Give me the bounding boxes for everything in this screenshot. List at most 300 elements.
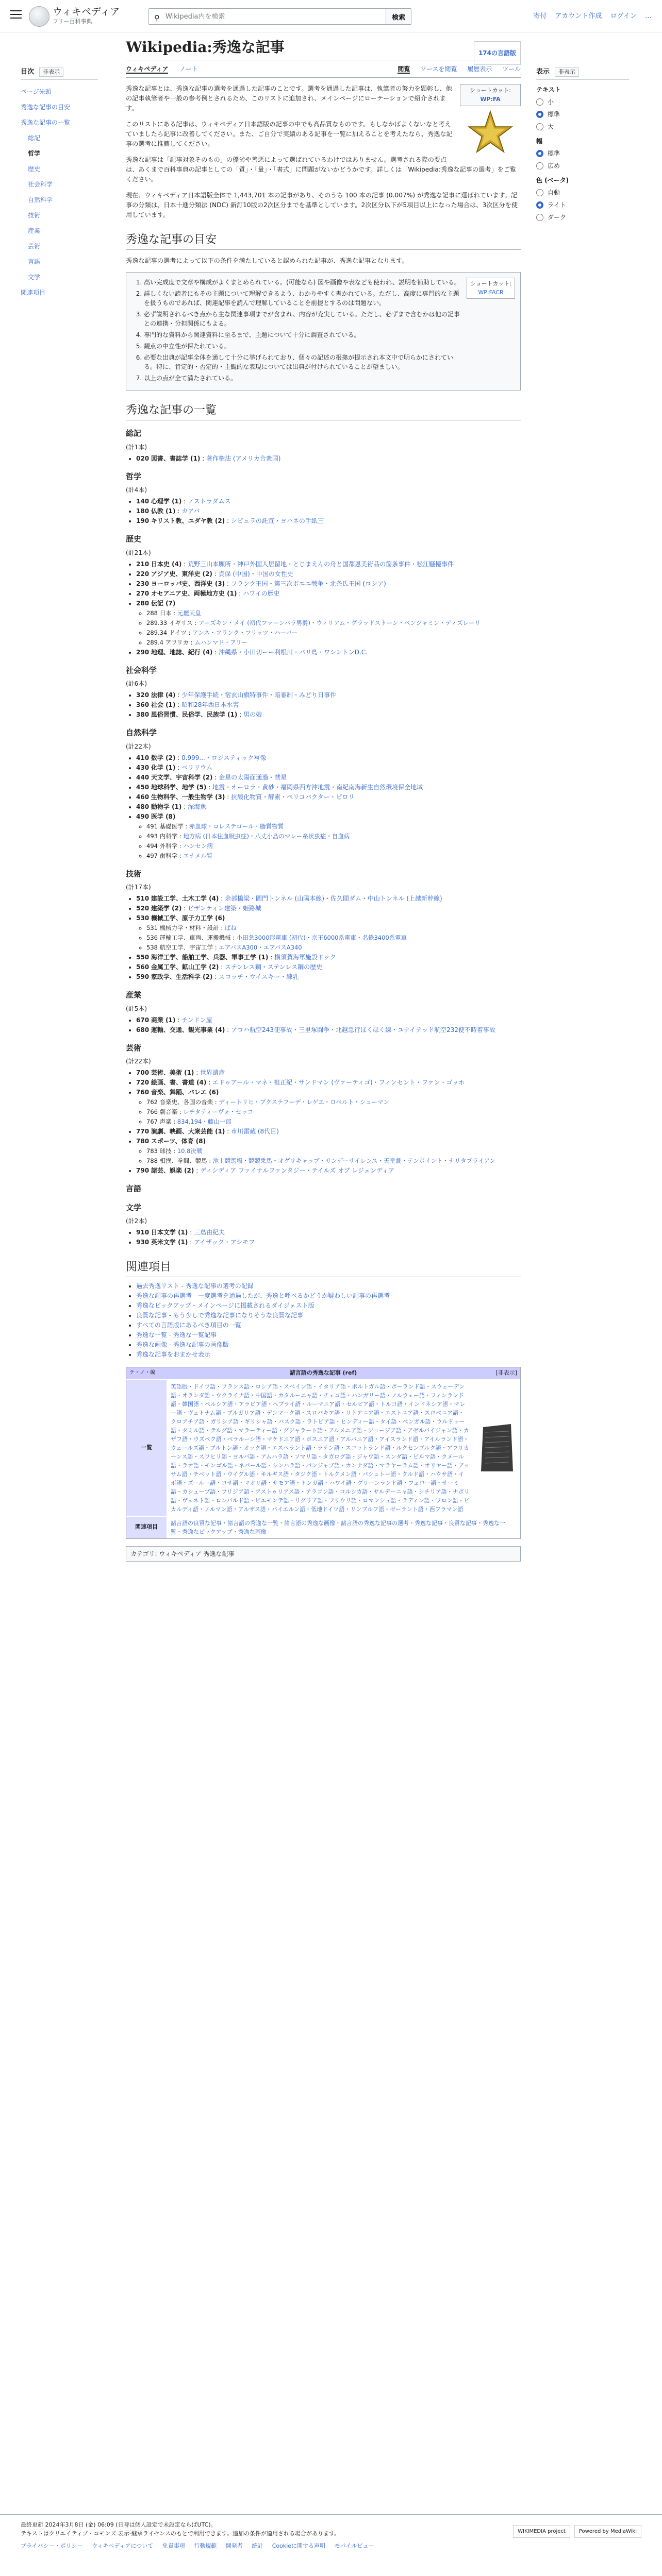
toc-item[interactable]: 言語 [28,258,41,265]
ndc-code: 930 [136,1239,150,1246]
category-heading: 総記 [126,429,142,438]
sub-list-item: ◦ 783 球技 : 10.8決戦 [146,1146,521,1156]
article-links[interactable]: 元麗天皇 [177,609,201,617]
more-icon[interactable]: … [645,12,652,20]
page-footer [0,2514,662,2557]
article-links[interactable]: ムハンマド・アリー [194,638,248,646]
list-item: • 480 動物学 (1) : 深海魚 [136,802,521,812]
ndc-category: 劇音楽 [159,1108,178,1115]
last-modified: 最終更新 2024年3月8日 (金) 06:09 (日時は個人設定で未設定ならばUTC)。 [21,2521,217,2528]
appearance-panel [536,67,629,225]
navbox-toggle[interactable]: [非表示] [495,1369,517,1376]
list-item [136,812,521,861]
article-links[interactable]: 小田急3000形電車 (初代)・京王6000系電車・名鉄3400系電車 [236,934,407,941]
criteria-item: 7. 以上の点が全て満たされている。 [144,374,461,383]
article-links[interactable]: ステンレス鋼・ステンレス鋼の歴史 [225,963,323,971]
ndc-code: 788 [146,1157,158,1164]
ndc-code: 190 [136,517,150,524]
toc-hide-button[interactable]: 非表示 [39,67,63,77]
tab-view-source[interactable]: ソースを閲覧 [420,65,457,73]
category-count: (計2本) [126,1217,147,1225]
article-links[interactable]: 金星の太陽面通過・彗星 [219,773,287,781]
ndc-category: 海洋工学、船舶工学、兵器、軍事工学 (1) [151,954,269,961]
criteria-item: 2. 詳しくない読者にもその主題について理解できるよう、わかりやすく書かれている。ただし、高度に専門的な主題を扱うものであれば、関連記事を読んで理解していることを前提とするのは問題ない。 [144,289,461,308]
toc-item[interactable]: 社会科学 [28,180,53,188]
tools-menu[interactable]: ツール [502,65,521,73]
article-links[interactable]: 横須賀海軍施設ドック [274,954,336,961]
ndc-category: 伝記 (7) [151,599,176,607]
category-heading: 哲学 [126,471,142,481]
ndc-code: 290 [136,648,150,656]
criteria-item: 3. 必ず説明されるべき点から主な関連事項までが含まれ、内容が充実している。ただし、必ずまで含むかは他の記事との連携・分担関係にもよる。 [144,310,461,328]
search-icon: ⚲ [154,13,160,23]
navbox-row [126,1379,520,1516]
article-links[interactable]: 荒野三山本願所・神戸外国人居留地・とじまえんの舟と国都恩美術品の箇条事件・松江騒擾事件 [188,560,454,568]
ndc-category: 相撲、拳闘、競馬 [159,1157,207,1164]
ndc-code: 020 [136,454,150,462]
ndc-code: 531 [146,924,158,931]
article-links[interactable]: チンドン屋 [181,1016,212,1024]
article-links[interactable]: 男の娘 [243,711,262,718]
list-item: • 220 アジア史、東洋史 (2) : 貞保 (中国)・中国の女性史 [136,569,521,579]
width-option[interactable]: 広め [536,161,629,171]
ndc-category: 社会 (1) [151,701,176,708]
sub-list [136,822,521,861]
related-link[interactable]: 良質な記事 - もう少しで秀逸な記事になりそうな良質な記事 [136,1312,303,1319]
related-item[interactable] [136,1291,521,1301]
ndc-category: 建設工学、土木工学 (4) [151,895,219,902]
category-list [126,894,521,982]
related-item[interactable] [136,1301,521,1311]
navbox [126,1367,521,1539]
article-links[interactable]: スコッチ・ウイスキー・練乳 [219,973,299,980]
wordmark[interactable] [53,6,120,26]
article-links[interactable]: フランク王国・第三次ポエニ戦争・北条氏王国 (ロシア) [230,580,386,587]
category-heading: 言語 [126,1184,142,1193]
toc-header [21,67,98,80]
sub-list-item: ◦ 493 内科学 : 地方病 (日本住血吸虫症)・八丈小島のマレー糸状虫症・自血病 [146,832,521,841]
ndc-code: 510 [136,895,150,902]
related-link[interactable]: 秀逸なピックアップ - メインページに掲載されるダイジェスト版 [136,1302,315,1309]
list-item: • 770 演劇、映画、大衆芸能 (1) : 市川雷蔵 (8代目) [136,1127,521,1137]
mediawiki-badge[interactable]: Powered by MediaWiki [574,2525,641,2538]
tab-read[interactable]: 閲覧 [398,65,410,73]
ndc-category: 外科学 [159,842,178,850]
toc-item[interactable]: 秀逸な記事の一覧 [21,118,71,126]
color-option[interactable]: ライト [536,200,629,210]
related-item[interactable] [136,1350,521,1360]
footer-link[interactable]: 統計 [252,2543,263,2549]
criteria-item: 6. 必要な出典が記事全体を通して十分に挙げられており、個々の記述の根拠が提示され本文中で明らかにされている。特に、肯定的・否定的・主観的な表現については出典が付けられていることが望ましい。 [144,353,461,371]
related-item[interactable] [136,1320,521,1330]
ndc-category: 基礎医学 [159,822,184,830]
list-item: • 460 生物科学、一般生物学 (3) : 抗酸化物質・酵素・ペリコバクター・ピロリ [136,792,521,802]
article-links[interactable]: ノストラダムス [188,498,231,505]
criteria-shortcut-label: ショートカット: [470,280,511,287]
ndc-category: 航空工学、宇宙工学 [159,944,213,951]
footer-link[interactable]: 開発者 [225,2543,243,2549]
list-item [136,1088,521,1127]
navbox-group-links[interactable]: 諸言語の良質な記事・諸言語の秀逸な一覧・諸言語の秀逸な画像・諸言語の秀逸な記事の選考・秀逸な記事・良質な記事・秀逸な一覧・秀逸なピックアップ・秀逸な画像 [167,1517,520,1538]
ndc-code: 770 [136,1128,150,1135]
article-links[interactable]: ハワイの歴史 [243,589,280,597]
login-link[interactable]: ログイン [610,12,637,20]
ndc-code: 480 [136,803,150,810]
text-size-label: テキスト [536,86,561,93]
toc-item[interactable]: 歴史 [28,165,41,173]
toc-item[interactable]: 秀逸な記事の目安 [21,103,71,111]
toc-item-current[interactable]: 哲学 [28,149,41,157]
ndc-code: 497 [146,852,158,859]
ndc-code: 670 [136,1016,150,1024]
sub-list-item: ◦ 788 相撲、拳闘、競馬 : 池上競馬場・競競乗馬・オグリキャップ・サンデーサイレンス・天皇賞・テンポイント・ナリタブライアン [146,1156,521,1166]
navbox-group-links[interactable]: 英語版・ドイツ語・フランス語・ロシア語・スペイン語・イタリア語・ポルトガル語・ポーランド語・スウェーデン語・オランダ語・ウクライナ語・中国語・カタルーニャ語・チェコ語・ハンガリー語・ノルウェー語・フィンランド語・韓国語・ペルシア語・アラビア語・ヘブライ語・ルーマニア語・セルビア語・トルコ語・インドネシア語・マレー語・ヴェトナム語・ブルガリア語・デンマーク語・スロバキア語・リトアニア語・エストニア語・スロベニア語・クロアチア語・ガリシア語・ギリシャ語・バスク語・ラトビア語・ヒンディー語・タイ語・ベンガル語・ウルドゥー語・タミル語・テルグ語・マラーティー語・グジャラート語・アルメニア語・ジョージア語・アゼルバイジャン語・カザフ語・ウズベク語・ベラルーシ語・マケドニア語・ボスニア語・アルバニア語・アイスランド語・アイルランド語・ウェールズ語・ブルトン語・オック語・エスペラント語・ラテン語・スコットランド語・ルクセンブルク語・アフリカーンス語・スワヒリ語・ヨルバ語・アムハラ語・ソマリ語・タガログ語・ジャワ語・スンダ語・ビルマ語・クメール語・ラオ語・モンゴル語・ネパール語・シンハラ語・パンジャブ語・カンナダ語・マラヤーラム語・オリヤー語・アッサム語・チベット語・ウイグル語・キルギス語・タジク語・トルクメン語・パシュトー語・クルド語・ハウサ語・イボ語・ズールー語・コサ語・マオリ語・サモア語・トンガ語・ハワイ語・グリーンランド語・フェロー語・サーミ語・カシューブ語・フリジア語・アストゥリアス語・アラゴン語・コルシカ語・サルデーニャ語・シチリア語・ナポリ語・ヴェネト語・ロンバルド語・ピエモンテ語・リグリア語・フリウリ語・ロマンシュ語・ラディン語・ワロン語・ピカルディ語・ノルマン語・アルザス語・バイエルン語・低地ドイツ語・リンブルフ語・ゼーラント語・西フラマン語 [167,1380,474,1516]
navbox-header [126,1367,520,1379]
article-links[interactable]: ディートリヒ・ブクステフーデ・レゲエ・ロベルト・シューマン [219,1098,389,1106]
footer-link[interactable]: 免責事項 [162,2543,185,2549]
appearance-header [536,67,629,80]
footer-links [21,2542,641,2551]
ndc-code: 360 [136,701,150,708]
intro-paragraph-4: 現在、ウィキペディア日本語版全体で 1,443,701 本の記事があり、そのうち 100 本の記事 (0.007%) が秀逸な記事に選ばれています。記事の分類は、日本十進分類法 (NDC) 新訂10版の2次区分までを基準としています。2次区分以下が5項目以上になった場合は、3次区分を使用しています。 [126,192,518,218]
ndc-category: 風俗習慣、民俗学、民族学 (1) [151,711,238,718]
search-input[interactable] [166,9,382,24]
list-item: • 560 金属工学、鉱山工学 (2) : ステンレス鋼・ステンレス鋼の歴史 [136,962,521,972]
related-link[interactable]: 秀逸な画像 - 秀逸な記事の画像版 [136,1341,229,1348]
toc-item[interactable]: 芸術 [28,242,41,250]
toc-item[interactable]: 技術 [28,211,41,219]
article-links[interactable]: 市川雷蔵 (8代目) [231,1128,279,1135]
ndc-category: 建築学 (2) [151,905,182,912]
category-heading: 自然科学 [126,728,157,737]
ndc-code: 230 [136,580,150,587]
list-item: • 270 オセアニア史、両極地方史 (1) : ハワイの歴史 [136,589,521,599]
ndc-category: ドイツ [169,629,187,636]
toc-heading: 目次 [21,68,35,76]
ndc-category: ヨーロッパ史、西洋史 (3) [151,580,225,587]
color-label: 色 (ベータ) [536,176,569,184]
donate-link[interactable]: 寄付 [533,12,547,20]
article-links[interactable]: 昭和28年西日本水害 [181,701,239,708]
page-title-text: Wikipedia:秀逸な記事 [126,39,285,56]
footer-link[interactable]: ウィキペディアについて [91,2543,154,2549]
text-size-option[interactable]: 標準 [536,110,629,119]
list-item: • 320 法律 (4) : 少年保護手続・宿玄山旗特事件・暗審制・みどり日事件 [136,690,521,700]
category-count: (計22本) [126,742,151,750]
article-links[interactable]: エナメル質 [183,852,213,859]
footer-link[interactable]: Cookieに関する声明 [272,2543,326,2549]
list-item: • 440 天文学、宇宙科学 (2) : 金星の太陽面通過・彗星 [136,773,521,783]
ndc-code: 530 [136,914,150,922]
article-links[interactable]: 貞保 (中国)・中国の女性史 [218,570,293,578]
sub-list-item: ◦ 762 音楽史、各国の音楽 : ディートリヒ・ブクステフーデ・レゲエ・ロベルト・シューマン [146,1097,521,1107]
article-links[interactable]: ばね [224,924,237,931]
category-heading: 技術 [126,869,142,878]
article-links[interactable]: アロハ航空243便事故・三里塚闘争・北越急行ほくほく線・ユナイテッド航空232便不時着事故 [231,1026,496,1033]
article-links[interactable]: 地震・オーロラ・黄砂・福岡県西方沖地震・南紀南海新生自然環境保全地域 [212,783,423,791]
footer-link[interactable]: 行動規範 [194,2543,217,2549]
sub-list-item: ◦ 538 航空工学、宇宙工学 : エアバスA300・エアバスA340 [146,943,521,953]
ndc-category: 芸術、美術 (1) [151,1069,194,1076]
ndc-category: 日本史 (4) [151,560,182,568]
article-links[interactable]: 0.999...・ロジスティック写像 [181,754,267,761]
rosetta-stone-image [474,1380,520,1516]
related-link[interactable]: 秀逸な一覧 - 秀逸な一覧記事 [136,1331,217,1338]
ndc-code: 720 [136,1079,150,1086]
article-links[interactable]: アーズキン・メイ (初代ファーンバラ男爵)・ウィリアム・グラッドストーン・ベンジャミン・ディズレーリ [198,619,481,626]
footer-link[interactable]: モバイルビュー [334,2543,374,2549]
related-link[interactable]: 過去秀逸リスト - 秀逸な記事の選考の記録 [136,1282,254,1290]
list-item: • 680 運輸、交通、観光事業 (4) : アロハ航空243便事故・三里塚闘争・北越急行ほくほく線・ユナイテッド航空232便不時着事故 [136,1025,521,1035]
ndc-category: 心理学 (1) [151,498,182,505]
related-item[interactable] [136,1281,521,1291]
ndc-category: スポーツ、体育 (8) [151,1138,206,1145]
ndc-category: 図書、書誌学 (1) [151,454,201,462]
ndc-category: 歯科学 [159,852,178,859]
criteria-item: 5. 観点の中立性が保たれている。 [144,342,461,351]
ndc-code: 538 [146,944,158,951]
navbox-group-label: 関連項目 [126,1517,167,1538]
article-links[interactable]: 世界遺産 [200,1069,225,1076]
article-links[interactable]: アンネ・フランク・フリッツ・ハーバー [192,629,298,636]
ndc-code: 140 [136,498,150,505]
search-button[interactable]: 検索 [386,8,411,25]
ndc-code: 790 [136,1167,150,1174]
criteria-list [144,278,513,383]
related-link[interactable]: 秀逸な記事をおまかせ表示 [136,1351,211,1358]
ndc-category: アジア史、東洋史 (2) [151,570,212,578]
wikipedia-logo[interactable] [29,6,49,27]
ndc-code: 536 [146,934,158,941]
criteria-item: 1. 高い完成度で文章や構成がよくまとめられている。(可能なら) 図や画像や表なども使われ、説明を補助している。 [144,278,461,287]
list-item: • 380 風俗習慣、民俗学、民族学 (1) : 男の娘 [136,710,521,720]
ndc-category: 英米文学 (1) [151,1239,188,1246]
sub-list-item: ◦ 531 機械力学・材料・設計 : ばね [146,923,521,933]
related-item[interactable] [136,1340,521,1350]
article-links[interactable]: エアバスA300・エアバスA340 [219,944,302,951]
sub-list [136,608,521,648]
ndc-code: 440 [136,773,150,781]
ndc-category: オセアニア史、両極地方史 (1) [151,589,237,597]
criteria-shortcut-link[interactable]: WP:FACR [478,289,504,296]
category-heading: 文学 [126,1202,142,1212]
navbox-title: 諸言語の秀逸な記事 (ref) [289,1369,357,1376]
intro-paragraph-1: 秀逸な記事とは、秀逸な記事の選考を通過した記事のことです。選考を通過した記事は、執筆者の努力を顕彰し、他の記事執筆者や一般の参考例とされるため、このリストに追加され、メインページにローテーションで紹介されます。 [126,85,452,112]
toc-item[interactable]: 文学 [28,273,41,281]
text-size-option[interactable]: 小 [536,97,629,107]
ndc-category: 家政学、生活科学 (2) [151,973,213,980]
ndc-category: 球技 [159,1147,172,1155]
ndc-code: 320 [136,691,150,699]
ndc-code: 491 [146,822,158,830]
list-item: • 410 数学 (2) : 0.999...・ロジスティック写像 [136,753,521,763]
appearance-heading: 表示 [536,68,550,76]
ndc-category: 動物学 (1) [151,803,182,810]
article-links[interactable]: 著作権法 (アメリカ合衆国) [206,454,281,462]
search-box [148,8,401,25]
featured-list [126,428,521,1247]
shortcut-label: ショートカット: [469,87,511,94]
list-item: • 720 絵画、書、書道 (4) : エドゥアール・マネ・祖正紀・サンドマン (ヴァーティゴ)・フィンセント・ファン・ゴッホ [136,1078,521,1088]
site-header [0,0,662,33]
article-links[interactable]: ディシディア ファイナルファンタジー・テイルズ オブ レジェンディア [200,1167,394,1174]
ndc-code: 680 [136,1026,150,1033]
ndc-code: 550 [136,954,150,961]
ndc-code: 380 [136,711,150,718]
article-links[interactable]: 834.194・藤山一郎 [177,1118,231,1125]
toc-sidebar [21,67,98,300]
article-links[interactable]: ハンセン病 [183,842,213,850]
footer-link[interactable]: プライバシー・ポリシー [21,2543,83,2549]
category-list [126,1015,521,1035]
category-list [126,1068,521,1176]
article-links[interactable]: 深海魚 [188,803,207,810]
toc-item[interactable]: ページ先頭 [21,88,52,95]
category-count: (計1本) [126,443,147,451]
sub-list-item: ◦ 491 基礎医学 : 赤血球・コレステロール・脂質物質 [146,822,521,832]
list-item: • 930 英米文学 (1) : アイザック・アシモフ [136,1238,521,1247]
article-links[interactable]: 沖縄県・小田切ーー利根川・パリ島・ワシントンD.C. [219,648,368,656]
list-item: • 670 商業 (1) : チンドン屋 [136,1015,521,1025]
ndc-category: アフリカ [165,638,189,646]
ndc-code: 766 [146,1108,158,1115]
site-title: ウィキペディア [53,6,120,18]
ndc-category: 運輸工学、車両、運搬機械 [159,934,231,941]
tab-history[interactable]: 履歴表示 [467,65,492,73]
width-label: 幅 [536,137,543,145]
page-tabs [126,60,521,78]
list-item: • 550 海洋工学、船舶工学、兵器、軍事工学 (1) : 横須賀海軍施設ドック [136,953,521,962]
ndc-code: 494 [146,842,158,850]
toc-item[interactable]: 自然科学 [28,196,53,204]
list-item: • 180 仏教 (1) : カアバ [136,506,521,516]
ndc-code: 289.33 [146,619,168,626]
toc-item[interactable]: 総記 [28,134,41,142]
ndc-category: 音楽史、各国の音楽 [159,1098,213,1106]
list-item: • 190 キリスト教、ユダヤ教 (2) : シビュラの託宣・ヨハネの手紙三 [136,516,521,526]
appearance-hide-button[interactable]: 非表示 [555,67,579,77]
ndc-category: 演劇、映画、大衆芸能 (1) [151,1128,225,1135]
category-count: (計22本) [126,1058,151,1065]
related-link[interactable]: すべての言語版にあるべき項目の一覧 [136,1321,241,1329]
related-link[interactable]: 秀逸な記事の再選考 - 一度選考を通過したが、秀逸と呼べるかどうか疑わしい記事の再選考 [136,1292,390,1299]
related-item[interactable] [136,1311,521,1320]
article-links[interactable]: 三島由紀夫 [194,1229,225,1236]
shortcut-box [460,84,521,106]
navbox-vte[interactable]: テ・ノ・編 [129,1370,155,1376]
article-links[interactable]: 10.8決戦 [177,1147,203,1155]
article-links[interactable]: カアバ [181,507,200,515]
ndc-category: 声楽 [159,1118,172,1125]
toc-item[interactable]: 関連項目 [21,289,46,296]
ndc-category: 法律 (4) [151,691,176,699]
article-links[interactable]: レチタティーヴォ・セッコ [183,1108,254,1115]
toc-item[interactable]: 産業 [28,227,41,234]
ndc-category: 天文学、宇宙科学 (2) [151,773,213,781]
list-heading: 秀逸な記事の一覧 [126,402,521,420]
width-option[interactable]: 標準 [536,149,629,158]
ndc-code: 410 [136,754,150,761]
ndc-category: 商業 (1) [151,1016,176,1024]
ndc-code: 910 [136,1229,150,1236]
article-links[interactable]: 赤血球・コレステロール・脂質物質 [189,822,284,830]
ndc-code: 288 [146,609,158,617]
featured-star-icon [467,109,514,156]
ndc-category: 生物科学、一般生物学 (3) [151,793,225,801]
article-links[interactable]: 余部橋梁・閻門トンネル (山陽本線)・佐久間ダム・中山トンネル (上越新幹線) [225,895,442,902]
ndc-code: 270 [136,589,150,597]
article-links[interactable]: ビザンティン建築・姫路城 [188,905,261,912]
list-item: • 790 諸芸、娯楽 (2) : ディシディア ファイナルファンタジー・テイルズ オブ レジェンディア [136,1166,521,1176]
category-list [126,1228,521,1247]
tab-project[interactable]: ウィキペディア [126,65,169,73]
category-count: (計17本) [126,884,151,891]
shortcut-link[interactable]: WP:FA [480,95,501,103]
sub-list-item: ◦ 288 日本 : 元麗天皇 [146,608,521,618]
ndc-code: 460 [136,793,150,801]
sub-list-item: ◦ 497 歯科学 : エナメル質 [146,851,521,861]
ndc-category: 数学 (2) [151,754,176,761]
list-item: • 910 日本文学 (1) : 三島由紀夫 [136,1228,521,1238]
ndc-code: 490 [136,812,150,820]
ndc-category: 諸芸、娯楽 (2) [151,1167,194,1174]
article-links[interactable]: アイザック・アシモフ [194,1239,255,1246]
sub-list-item: ◦ 289.34 ドイツ : アンネ・フランク・フリッツ・ハーバー [146,628,521,638]
ndc-code: 560 [136,963,150,971]
color-option[interactable]: 自動 [536,188,629,197]
ndc-category: 地球科学、地学 (5) [151,783,207,791]
menu-icon[interactable] [10,10,22,20]
article-links[interactable]: 少年保護手続・宿玄山旗特事件・暗審制・みどり日事件 [181,691,337,699]
main-content [126,37,521,1562]
list-item: • 430 化学 (1) : ベリリウム [136,763,521,773]
sub-list-item: ◦ 289.33 イギリス : アーズキン・メイ (初代ファーンバラ男爵)・ウィリアム・グラッドストーン・ベンジャミン・ディズレーリ [146,618,521,628]
list-item [136,913,521,953]
wikimedia-badge[interactable]: WIKIMEDIA project [513,2525,570,2538]
ndc-code: 520 [136,905,150,912]
category-heading: 産業 [126,990,142,999]
color-option[interactable]: ダーク [536,213,629,222]
article-links[interactable]: 池上競馬場・競競乗馬・オグリキャップ・サンデーサイレンス・天皇賞・テンポイント・ナリタブライアン [212,1157,495,1164]
ndc-category: 日本 [159,609,172,617]
related-item[interactable] [136,1330,521,1340]
related-heading: 関連項目 [126,1259,521,1277]
list-item: • 450 地球科学、地学 (5) : 地震・オーロラ・黄砂・福岡県西方沖地震・南紀南海新生自然環境保全地域 [136,783,521,792]
category-count: (計4本) [126,486,147,494]
intro-paragraph-3: 秀逸な記事は「記事対象そのもの」の優劣や善悪によって選ばれているわけではありません。選考される際の要点は、あくまで百科事典の記事としての「質」・「量」・「書式」に問題がないかどうかです。詳しくは「Wikipedia:秀逸な記事の選考」をご覧ください。 [126,156,517,183]
ndc-code: 590 [136,973,150,980]
category-list [126,560,521,657]
article-links[interactable]: ベリリウム [181,764,212,771]
article-links[interactable]: シビュラの託宣・ヨハネの手紙三 [230,517,324,524]
create-account-link[interactable]: アカウント作成 [555,12,602,20]
article-links[interactable]: エドゥアール・マネ・祖正紀・サンドマン (ヴァーティゴ)・フィンセント・ファン・ゴッホ [212,1079,465,1086]
category-box[interactable]: カテゴリ: ウィキペディア 秀逸な記事 [126,1546,521,1562]
criteria-shortcut [467,278,515,299]
ndc-category: 音楽、舞踊、バレエ (6) [151,1089,219,1096]
language-button[interactable]: 174の言語版 [474,41,521,65]
article-links[interactable]: 抗酸化物質・酵素・ペリコバクター・ピロリ [231,793,355,801]
article-links[interactable]: 地方病 (日本住血吸虫症)・八丈小島のマレー糸状虫症・自血病 [183,832,350,840]
sub-list-item: ◦ 766 劇音楽 : レチタティーヴォ・セッコ [146,1107,521,1117]
category-list [126,454,521,464]
list-item: • 700 芸術、美術 (1) : 世界遺産 [136,1068,521,1078]
tab-talk[interactable]: ノート [179,65,198,73]
list-item: • 230 ヨーロッパ史、西洋史 (3) : フランク王国・第三次ポエニ戦争・北条氏王国 (ロシア) [136,579,521,589]
navbox-row [126,1516,520,1538]
text-size-option[interactable]: 大 [536,122,629,131]
sub-list-item: ◦ 767 声楽 : 834.194・藤山一郎 [146,1117,521,1127]
